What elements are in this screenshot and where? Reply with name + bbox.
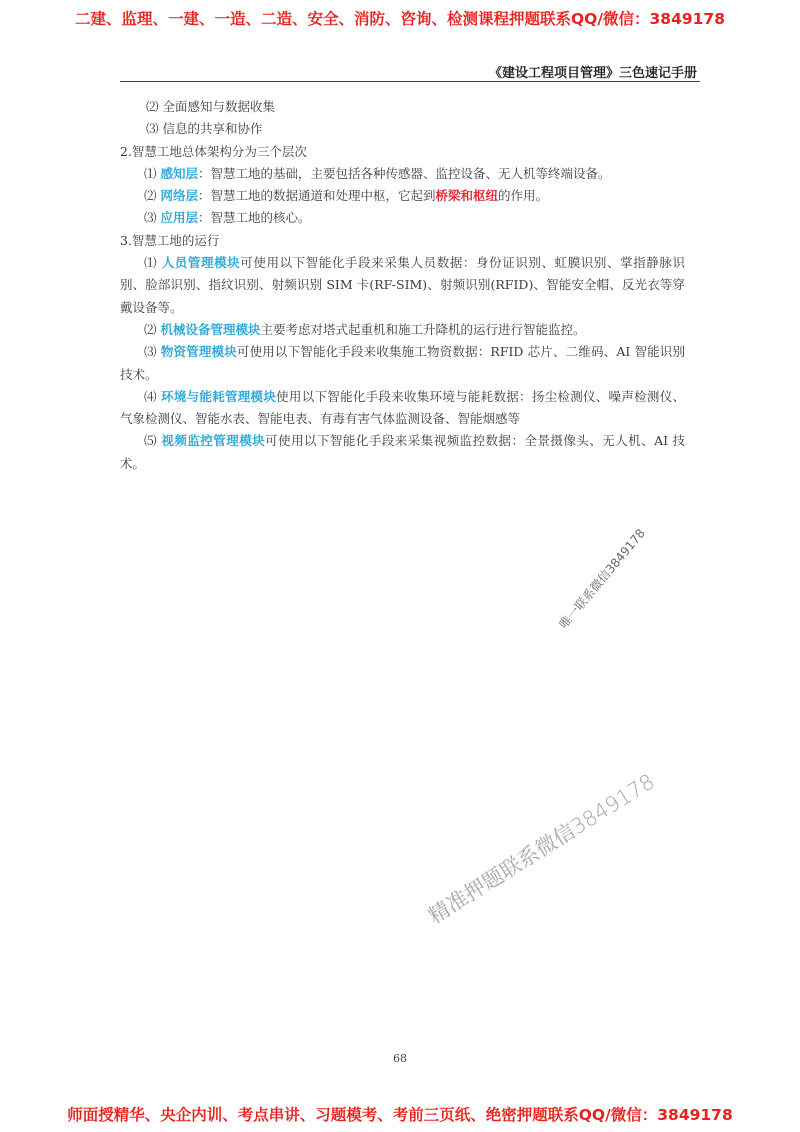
- module-item-environment: [120, 386, 685, 431]
- list-item: ⑶ 信息的共享和协作: [146, 121, 263, 137]
- module-item-video: [120, 430, 685, 475]
- item-text: 使用以下智能化手段来收集环境与能耗数据：扬尘检测仪、噪声检测仪、气象检测仪、智能水表、智能电表、有毒有害气体监测设备、智能烟感等: [120, 388, 685, 427]
- item-text: ：智慧工地的基础，主要包括各种传感器、监控设备、无人机等终端设备。: [198, 165, 611, 181]
- bottom-promo-banner: 师面授精华、央企内训、考点串讲、习题模考、考前三页纸、绝密押题联系QQ/微信：3849178: [67, 1106, 733, 1124]
- term-materials-module: 物资管理模块: [160, 344, 237, 360]
- item-number: ⑶: [144, 210, 157, 226]
- term-environment-module: 环境与能耗管理模块: [161, 388, 277, 404]
- page-number: 68: [393, 1052, 407, 1065]
- header-rule: [120, 81, 700, 82]
- section-heading: 2.智慧工地总体架构分为三个层次: [120, 143, 307, 159]
- term-network-layer: 网络层: [160, 188, 199, 204]
- item-text: 主要考虑对塔式起重机和施工升降机的运行进行智能监控。: [260, 321, 586, 337]
- item-number: ⑶: [144, 344, 157, 360]
- module-item-machinery: [120, 319, 685, 341]
- term-application-layer: 应用层: [160, 210, 199, 226]
- module-item-materials: [120, 341, 685, 386]
- item-number: ⑵: [144, 188, 157, 204]
- term-perception-layer: 感知层: [160, 165, 199, 181]
- item-text: 的作用。: [498, 188, 549, 204]
- watermark-small: 唯一联系微信3849178: [556, 526, 648, 632]
- term-video-module: 视频监控管理模块: [161, 433, 266, 449]
- section-heading: 3.智慧工地的运行: [120, 232, 220, 248]
- item-text: 可使用以下智能化手段来收集施工物资数据：RFID 芯片、二维码、AI 智能识别技术。: [120, 344, 685, 382]
- highlight-bridge-hub: 桥梁和枢纽: [435, 188, 499, 204]
- item-text: ：智慧工地的核心。: [198, 210, 311, 226]
- running-header: 《建设工程项目管理》三色速记手册: [488, 66, 697, 81]
- term-personnel-module: 人员管理模块: [161, 255, 241, 271]
- item-text: 可使用以下智能化手段来采集人员数据：身份证识别、虹膜识别、掌指静脉识别、脸部识别、指纹识别、射频识别 SIM 卡(RF-SIM)、射频识别(RFID)、智能安全帽、反光衣等穿戴设备等。: [120, 255, 685, 315]
- layer-item-perception: [120, 163, 685, 185]
- item-number: ⑵: [144, 321, 157, 337]
- module-item-personnel: [120, 252, 685, 319]
- item-text: 可使用以下智能化手段来采集视频监控数据：全景摄像头、无人机、AI 技术。: [120, 433, 685, 471]
- page-body: [120, 96, 685, 475]
- layer-item-application: [120, 207, 685, 229]
- list-item: ⑵ 全面感知与数据收集: [146, 99, 275, 114]
- item-number: ⑷: [144, 388, 157, 404]
- top-promo-banner: 二建、监理、一建、一造、二造、安全、消防、咨询、检测课程押题联系QQ/微信：3849178: [74, 10, 725, 28]
- term-machinery-module: 机械设备管理模块: [160, 321, 261, 337]
- watermark-large: 精准押题联系微信3849178: [424, 769, 659, 929]
- item-number: ⑸: [144, 433, 157, 449]
- layer-item-network: [120, 185, 685, 207]
- item-number: ⑴: [144, 165, 157, 181]
- item-number: ⑴: [144, 255, 158, 271]
- item-text: ：智慧工地的数据通道和处理中枢，它起到: [198, 188, 436, 204]
